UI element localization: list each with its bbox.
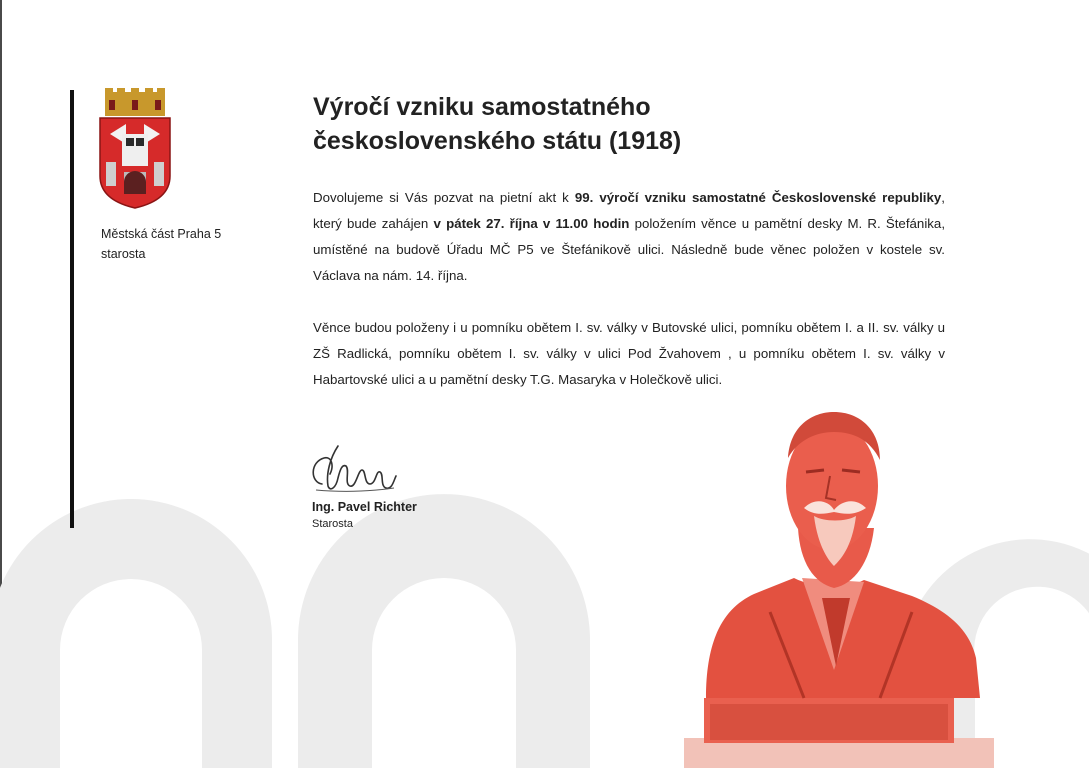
p1-intro: Dovolujeme si Vás pozvat na pietní akt k [313,190,575,205]
p1-anniversary: 99. výročí vzniku samostatné Československé republiky [574,190,942,205]
signatory-role: Starosta [312,518,353,530]
sender-office: Městská část Praha 5 [101,227,222,241]
vertical-divider [70,90,74,528]
title-line-2: československého státu (1918) [313,127,682,155]
title-line-1: Výročí vzniku samostatného [313,93,651,121]
invitation-paragraph [313,185,945,289]
coat-of-arms-icon [96,88,174,210]
p1-date-time: v pátek 27. října v 11.00 hodin [433,216,630,231]
handwritten-signature [308,440,400,498]
p1-rest: položením věnce u pamětní desky M. R. Štefánika, umístěné na budově Úřadu MČ P5 ve Štefánikově ulici. Následně bude věnec položen v kostele sv. Václava na nám. 14. října. [313,216,946,283]
signatory-name: Ing. Pavel Richter [312,500,417,514]
bust-photo [684,398,1009,768]
wreath-paragraph: Věnce budou položeny i u pomníku obětem I. sv. války v Butovské ulici, pomníku obětem I. a II. sv. války u ZŠ Radlická, pomníku obětem I. sv. války v ulici Pod Žvahovem , u pomníku obětem I. sv. války v Habartovské ulici a u pamětní desky T.G. Masaryka v Holečkově ulici. [313,320,945,387]
page-title [313,90,681,158]
sender-role: starosta [101,247,146,261]
sender-block [101,224,221,264]
p1-start: , který bude zahájen [313,190,945,231]
